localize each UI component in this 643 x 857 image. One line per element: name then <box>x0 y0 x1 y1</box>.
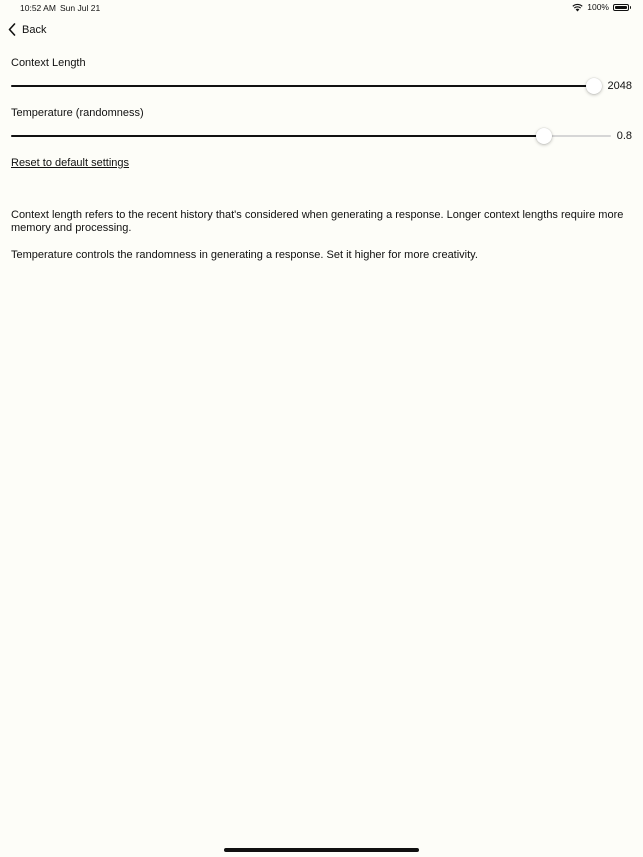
temperature-label: Temperature (randomness) <box>11 107 144 119</box>
chevron-left-icon <box>8 23 16 36</box>
home-indicator <box>224 848 419 852</box>
back-label: Back <box>22 23 47 36</box>
battery-icon <box>613 4 629 11</box>
context-length-slider[interactable] <box>11 78 594 94</box>
reset-defaults-link[interactable]: Reset to default settings <box>11 157 130 169</box>
back-button[interactable] <box>8 23 46 36</box>
slider-fill <box>11 135 544 137</box>
status-bar <box>0 0 643 16</box>
temperature-value: 0.8 <box>616 130 632 142</box>
context-length-value: 2048 <box>607 80 632 92</box>
battery-percent: 100% <box>587 2 609 12</box>
wifi-icon <box>572 3 583 12</box>
status-date: Sun Jul 21 <box>60 3 101 13</box>
status-time: 10:52 AM <box>20 3 56 13</box>
temperature-help-text: Temperature controls the randomness in generating a response. Set it higher for more creativity. <box>11 249 478 261</box>
slider-fill <box>11 85 594 87</box>
status-right <box>572 2 629 12</box>
slider-thumb[interactable] <box>536 128 552 144</box>
temperature-slider[interactable] <box>11 128 611 144</box>
context-length-label: Context Length <box>11 57 86 69</box>
context-help-text: Context length refers to the recent history that's considered when generating a response. Longer context lengths require more memory and processing. <box>11 209 624 234</box>
